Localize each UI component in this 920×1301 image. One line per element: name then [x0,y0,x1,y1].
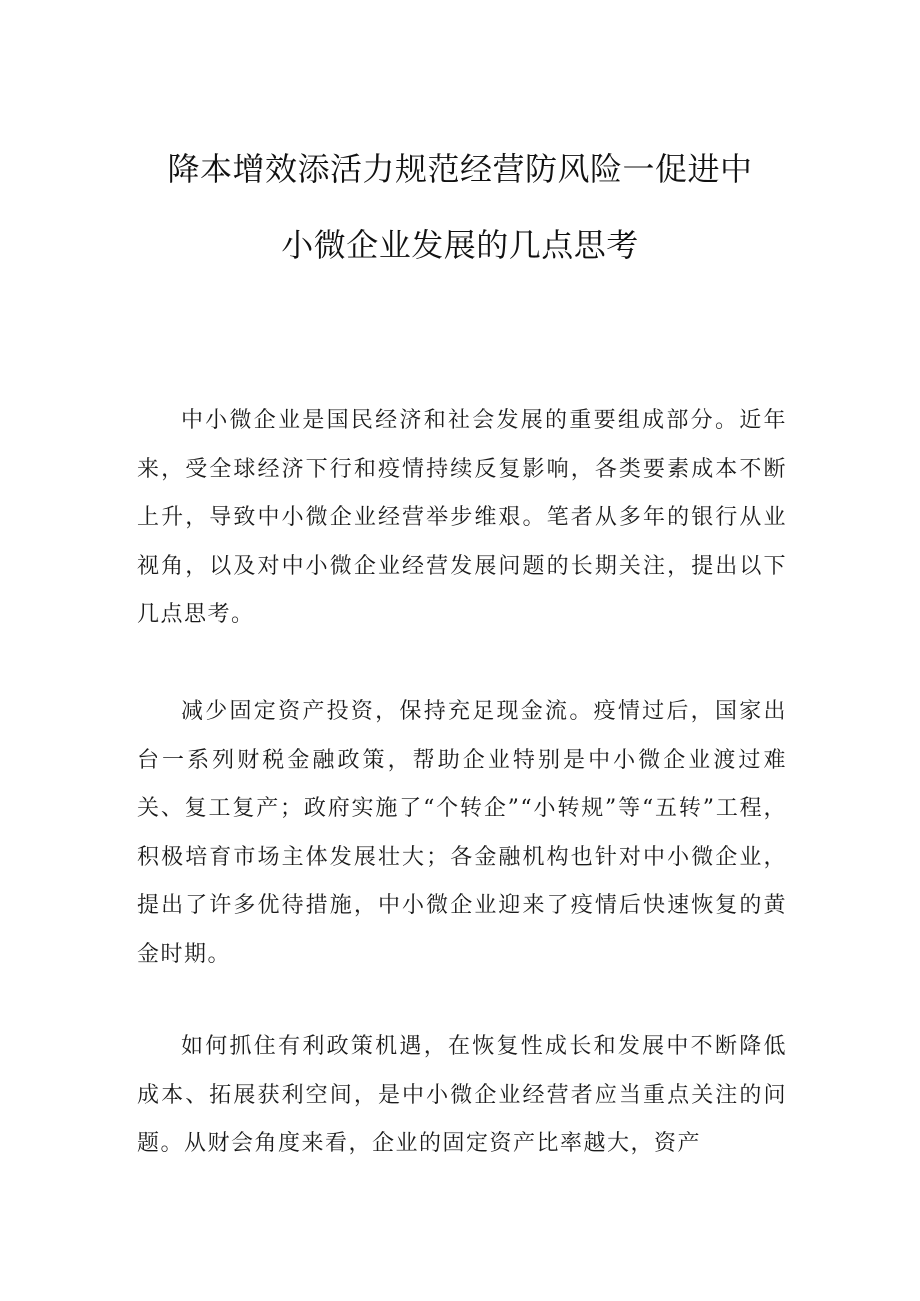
document-title-line-1: 降本增效添活力规范经营防风险一促进中 [167,150,753,188]
paragraph-policy-opportunity: 如何抓住有利政策机遇，在恢复性成长和发展中不断降低成本、拓展获利空间，是中小微企业经营者应当重点关注的问题。从财会角度来看，企业的固定资产比率越大，资产 [137,1034,787,1156]
paragraph-intro: 中小微企业是国民经济和社会发展的重要组成部分。近年来，受全球经济下行和疫情持续反复影响，各类要素成本不断上升，导致中小微企业经营举步维艰。笔者从多年的银行从业视角，以及对中小微企业经营发展问题的长期关注，提出以下几点思考。 [137,408,787,627]
document-title-line-2: 小微企业发展的几点思考 [281,226,639,264]
paragraph-reduce-fixed-assets: 减少固定资产投资，保持充足现金流。疫情过后，国家出台一系列财税金融政策，帮助企业特别是中小微企业渡过难关、复工复产；政府实施了“个转企”“小转规”等“五转”工程，积极培育市场主体发展壮大；各金融机构也针对中小微企业，提出了许多优待措施，中小微企业迎来了疫情后快速恢复的黄金时期。 [137,699,787,967]
